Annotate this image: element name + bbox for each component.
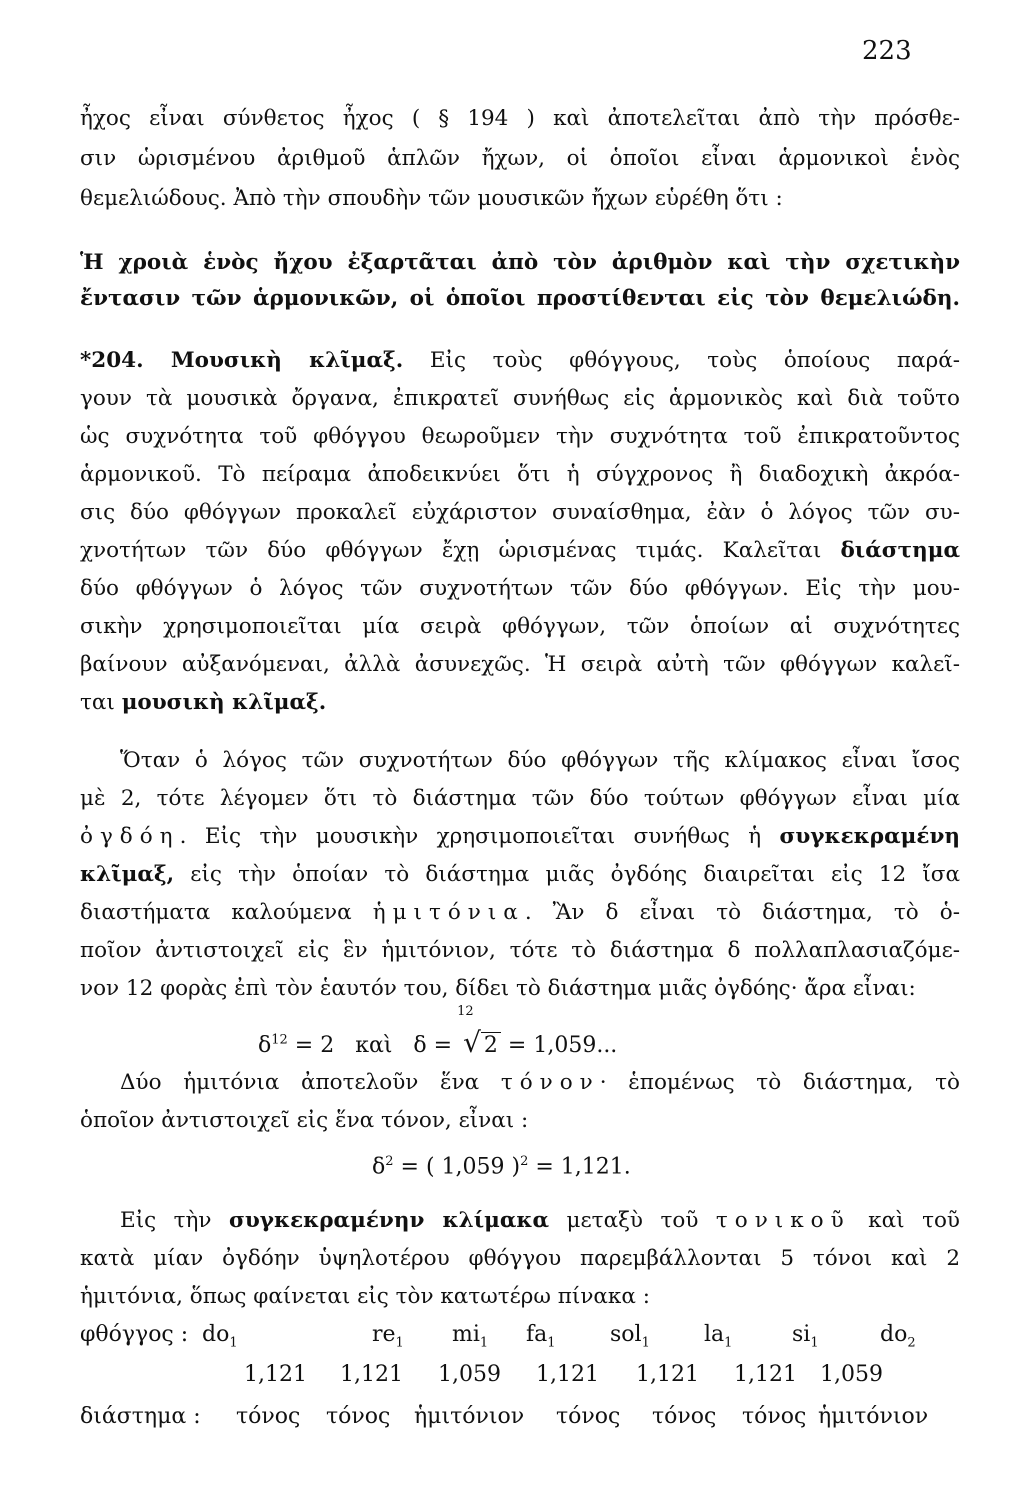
term-bold: μουσικὴ κλῖμαξ. [121, 690, 327, 715]
formula-text: = 2 καὶ δ = [287, 1033, 460, 1058]
radical [457, 1004, 501, 1059]
text-line: ὁποῖον ἀντιστοιχεῖ εἰς ἕνα τόνον, εἶναι : [80, 1108, 529, 1133]
text-line [80, 860, 960, 890]
text-line: ἦχος εἶναι σύνθετος ἦχος ( § 194 ) καὶ ἀποτελεῖται ἀπὸ τὴν πρόσθε- [80, 106, 960, 131]
term-bold: συγκεκραμένην κλίμακα [229, 1208, 550, 1233]
ratio-cell: 1,121 [734, 1362, 797, 1387]
note-cell [202, 1322, 238, 1350]
text-span: Εἰς τοὺς φθόγγους, τοὺς ὁποίους παρά- [403, 348, 961, 373]
formula-text: δ [258, 1033, 272, 1058]
text-line [80, 536, 960, 566]
text-line: Ὅταν ὁ λόγος τῶν συχνοτήτων δύο φθόγγων τῆς κλίμακος εἶναι ἴσος [120, 748, 960, 773]
note-cell [792, 1322, 819, 1350]
note-index: 1 [547, 1335, 556, 1351]
text-line: ἁρμονικοῦ. Τὸ πείραμα ἀποδεικνύει ὅτι ἡ σύγχρονος ἢ διαδοχικὴ ἀκρόα- [80, 462, 960, 487]
exponent: 2 [520, 1154, 529, 1169]
term-spaced: ἡμιτόνια [372, 900, 525, 925]
ratio-cell: 1,121 [636, 1362, 699, 1387]
root-index: 12 [457, 1004, 474, 1019]
interval-cell: τόνος [556, 1404, 621, 1429]
note-name: do [880, 1322, 908, 1347]
term-bold: κλῖμαξ, [80, 862, 175, 887]
formula-text: = 1,121. [528, 1154, 631, 1180]
ratio-cell: 1,121 [244, 1362, 307, 1387]
ratio-cell: 1,059 [438, 1362, 501, 1387]
page-number: 223 [862, 36, 912, 66]
text-line: σικὴν χρησιμοποιεῖται μία σειρὰ φθόγγων, τῶν ὁποίων αἱ συχνότητες [80, 614, 960, 639]
text-line: ποῖον ἀντιστοιχεῖ εἰς ἓν ἡμιτόνιον, τότε τὸ διάστημα δ πολλαπλασιαζόμε- [80, 938, 960, 963]
note-cell [704, 1322, 732, 1350]
interval-cell: ἡμιτόνιον [414, 1404, 525, 1429]
note-cell [372, 1322, 404, 1350]
text-span: Εἰς τὴν [120, 1208, 229, 1233]
table-label-interval: διάστημα : [80, 1404, 201, 1429]
formula-text: δ [372, 1154, 386, 1180]
table-label-notes: φθόγγος : [80, 1322, 189, 1347]
note-cell [452, 1322, 488, 1350]
radical-sign-icon: √ [463, 1026, 481, 1059]
term-spaced: ὀγδόη [80, 824, 180, 849]
text-span: εἰς τὴν ὁποίαν τὸ διάστημα μιᾶς ὀγδόης διαιρεῖται εἰς 12 ἴσα [174, 862, 960, 887]
ratio-cell: 1,121 [536, 1362, 599, 1387]
exponent: 2 [385, 1154, 394, 1169]
text-line: ἡμιτόνια, ὅπως φαίνεται εἰς τὸν κατωτέρω πίνακα : [80, 1284, 650, 1309]
text-line [80, 898, 960, 928]
note-name: re [372, 1322, 396, 1347]
note-index: 2 [907, 1335, 916, 1351]
note-index: 1 [810, 1335, 819, 1351]
interval-cell: τόνος [652, 1404, 717, 1429]
formula-square [372, 1154, 631, 1179]
text-line: κατὰ μίαν ὀγδόην ὑψηλοτέρου φθόγγου παρεμβάλλονται 5 τόνοι καὶ 2 [80, 1246, 960, 1271]
note-cell [880, 1322, 916, 1350]
text-line: νον 12 φορὰς ἐπὶ τὸν ἑαυτόν του, δίδει τὸ διάστημα μιᾶς ὀγδόης· ἄρα εἶναι: [80, 976, 916, 1001]
note-index: 1 [641, 1335, 650, 1351]
term-spaced: τονικοῦ [715, 1208, 851, 1233]
text-span: ται [80, 690, 122, 715]
text-span: μεταξὺ τοῦ [549, 1208, 716, 1233]
text-line [120, 1206, 960, 1236]
radicand: 2 [481, 1032, 501, 1058]
note-name: mi [452, 1322, 480, 1347]
rule-line: Ἡ χροιὰ ἑνὸς ἤχου ἐξαρτᾶται ἀπὸ τὸν ἀριθμὸν καὶ τὴν σχετικὴν [80, 250, 960, 275]
term-bold: διάστημα [840, 538, 960, 563]
interval-cell: τόνος [326, 1404, 391, 1429]
text-span: . Εἰς τὴν μουσικὴν χρησιμοποιεῖται συνήθως ἡ [179, 824, 780, 849]
formula-text: = ( 1,059 ) [393, 1154, 521, 1180]
ratio-cell: 1,059 [820, 1362, 883, 1387]
exponent: 12 [271, 1032, 288, 1048]
note-index: 1 [724, 1335, 733, 1351]
text-span: χνοτήτων τῶν δύο φθόγγων ἔχῃ ὡρισμένας τιμάς. Καλεῖται [80, 538, 841, 563]
note-name: sol [610, 1322, 642, 1347]
note-name: do [202, 1322, 230, 1347]
note-name: si [792, 1322, 811, 1347]
ratio-cell: 1,121 [340, 1362, 403, 1387]
section-heading: *204. Μουσικὴ κλῖμαξ. [80, 348, 404, 373]
text-span: διαστήματα καλούμενα [80, 900, 373, 925]
text-line: σιν ὡρισμένου ἀριθμοῦ ἁπλῶν ἤχων, οἱ ὁποῖοι εἶναι ἁρμονικοὶ ἑνὸς [80, 146, 960, 171]
text-line: θεμελιώδους. Ἀπὸ τὴν σπουδὴν τῶν μουσικῶν ἤχων εὑρέθη ὅτι : [80, 186, 783, 211]
text-line: γουν τὰ μουσικὰ ὄργανα, ἐπικρατεῖ συνήθως εἰς ἁρμονικὸς καὶ διὰ τοῦτο [80, 386, 960, 411]
formula-root [258, 1004, 618, 1059]
text-line: μὲ 2, τότε λέγομεν ὅτι τὸ διάστημα τῶν δύο τούτων φθόγγων εἶναι μία [80, 786, 960, 811]
note-name: fa [526, 1322, 548, 1347]
note-index: 1 [479, 1335, 489, 1351]
rule-line: ἔντασιν τῶν ἁρμονικῶν, οἱ ὁποῖοι προστίθενται εἰς τὸν θεμελιώδη. [80, 286, 960, 311]
text-span: · ἑπομένως τὸ διάστημα, τὸ [599, 1070, 960, 1095]
text-line: βαίνουν αὐξανόμεναι, ἀλλὰ ἀσυνεχῶς. Ἡ σειρὰ αὐτὴ τῶν φθόγγων καλεῖ- [80, 652, 960, 677]
section-first-line [80, 346, 960, 376]
note-name: la [704, 1322, 725, 1347]
formula-text: = 1,059... [500, 1033, 618, 1058]
term-spaced: τόνον [500, 1070, 600, 1095]
note-cell [526, 1322, 556, 1350]
text-line [80, 688, 960, 718]
text-line: σις δύο φθόγγων προκαλεῖ εὐχάριστον συναίσθημα, ἐὰν ὁ λόγος τῶν συ- [80, 500, 960, 525]
text-line [120, 1068, 960, 1098]
interval-cell: τόνος [742, 1404, 807, 1429]
interval-cell: τόνος [236, 1404, 301, 1429]
text-span: καὶ τοῦ [850, 1208, 960, 1233]
text-span: . Ἂν δ εἶναι τὸ διάστημα, τὸ ὁ- [524, 900, 960, 925]
note-index: 1 [229, 1335, 238, 1351]
text-line [80, 822, 960, 852]
note-cell [610, 1322, 650, 1350]
note-index: 1 [395, 1335, 404, 1351]
text-line: ὡς συχνότητα τοῦ φθόγγου θεωροῦμεν τὴν συχνότητα τοῦ ἐπικρατοῦντος [80, 424, 960, 449]
interval-cell: ἡμιτόνιον [818, 1404, 929, 1429]
text-span: Δύο ἡμιτόνια ἀποτελοῦν ἕνα [120, 1070, 501, 1095]
text-line: δύο φθόγγων ὁ λόγος τῶν συχνοτήτων τῶν δύο φθόγγων. Εἰς τὴν μου- [80, 576, 960, 601]
term-bold: συγκεκραμένη [779, 824, 960, 849]
